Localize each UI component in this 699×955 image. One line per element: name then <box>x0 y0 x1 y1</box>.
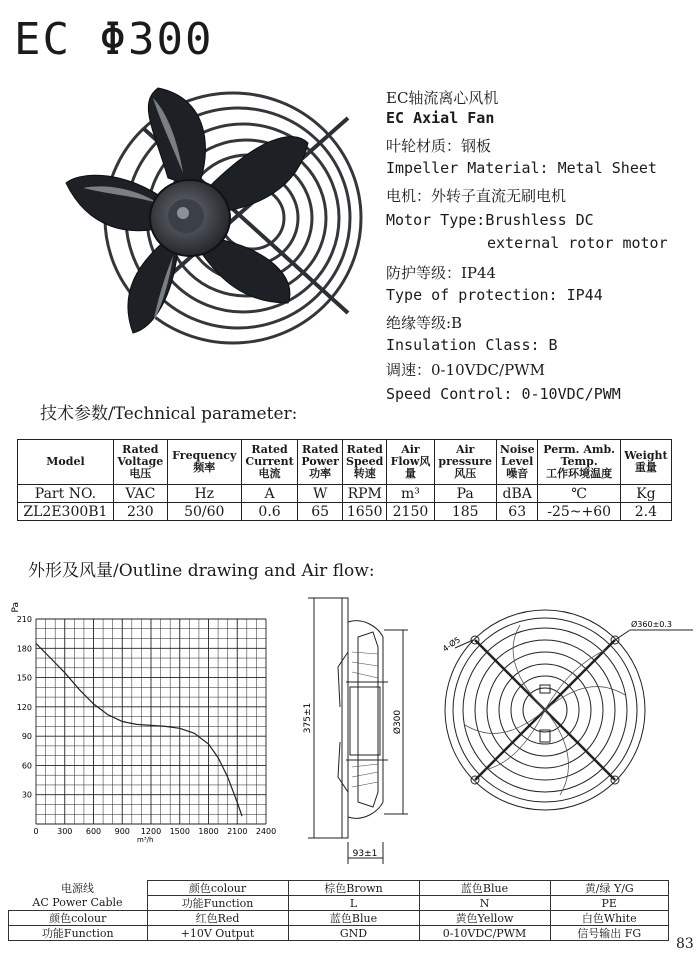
table-cell: Kg <box>620 485 671 503</box>
table-cell: ℃ <box>538 485 620 503</box>
wire-row <box>9 881 669 896</box>
table-cell: L <box>288 896 419 911</box>
table-cell: 信号输出 FG <box>550 926 669 941</box>
motor-type-en-line2: external rotor motor <box>487 234 668 252</box>
x-tick-label: 600 <box>85 827 102 836</box>
table-cell: N <box>419 896 550 911</box>
table-cell: AC Power Cable <box>32 896 123 910</box>
param-value-row <box>18 503 672 521</box>
impeller-material-en: Impeller Material: Metal Sheet <box>386 159 657 177</box>
param-header: Model <box>18 440 114 485</box>
x-tick-label: 900 <box>114 827 130 836</box>
param-header: Weight 重量 <box>620 440 671 485</box>
param-header: Air Flow风 量 <box>387 440 434 485</box>
page-title: EC Φ300 <box>14 14 214 65</box>
table-cell: 电源线 <box>61 881 94 895</box>
depth-dimension: 93±1 <box>352 849 378 859</box>
insulation-en: Insulation Class: B <box>386 336 558 354</box>
table-cell: Hz <box>167 485 241 503</box>
table-cell: -25~+60 <box>538 503 620 521</box>
mounting-holes-label: 4-Ø5 <box>440 635 463 654</box>
diameter-dimension: Ø300 <box>393 709 403 735</box>
table-cell: 63 <box>496 503 538 521</box>
side-view-drawing <box>298 592 423 868</box>
table-cell: 1650 <box>343 503 387 521</box>
table-cell: W <box>298 485 343 503</box>
x-tick-label: 1500 <box>169 827 190 836</box>
table-cell: 棕色Brown <box>288 881 419 896</box>
x-tick-label: 1200 <box>140 827 162 836</box>
x-axis-label: m³/h <box>137 836 154 844</box>
technical-parameter-table <box>17 439 672 521</box>
table-cell: 黄色Yellow <box>419 911 550 926</box>
param-header: Frequency 频率 <box>167 440 241 485</box>
x-tick-label: 0 <box>33 827 39 836</box>
y-axis-label: Pa <box>11 602 21 613</box>
table-cell: +10V Output <box>147 926 288 941</box>
fan-type-cn: EC轴流离心风机 <box>386 89 499 107</box>
y-tick-label: 90 <box>21 732 32 742</box>
table-cell: GND <box>288 926 419 941</box>
front-view-drawing <box>425 600 697 835</box>
wiring-table <box>8 880 669 941</box>
table-cell: 65 <box>298 503 343 521</box>
protection-cn: 防护等级：IP44 <box>386 264 497 282</box>
wire-row <box>9 896 669 911</box>
param-header: Noise Level 噪音 <box>496 440 538 485</box>
table-cell: 230 <box>113 503 167 521</box>
table-cell: 黄/绿 Y/G <box>550 881 669 896</box>
table-cell: 50/60 <box>167 503 241 521</box>
table-cell: PE <box>550 896 669 911</box>
table-cell: 红色Red <box>147 911 288 926</box>
param-header: Rated Current 电流 <box>241 440 298 485</box>
protection-en: Type of protection: IP44 <box>386 286 603 304</box>
pressure-curve <box>36 643 242 816</box>
table-cell: 蓝色Blue <box>288 911 419 926</box>
wire-row <box>9 926 669 941</box>
table-cell: m³ <box>387 485 434 503</box>
y-tick-label: 30 <box>21 790 32 800</box>
y-tick-label: 60 <box>21 761 32 771</box>
table-cell: dBA <box>496 485 538 503</box>
table-cell: Pa <box>434 485 496 503</box>
airflow-chart <box>8 592 286 852</box>
table-cell: 185 <box>434 503 496 521</box>
table-cell: 0-10VDC/PWM <box>419 926 550 941</box>
page-number: 83 <box>676 936 694 952</box>
table-cell: 2150 <box>387 503 434 521</box>
table-cell: ZL2E300B1 <box>18 503 114 521</box>
table-cell: 白色White <box>550 911 669 926</box>
table-cell: 颜色colour <box>147 881 288 896</box>
insulation-cn: 绝缘等级:B <box>386 314 463 332</box>
fan-type-en: EC Axial Fan <box>386 109 495 127</box>
table-cell: 功能Function <box>147 896 288 911</box>
motor-type-en: Motor Type:Brushless DC <box>386 211 594 229</box>
y-tick-label: 210 <box>16 615 32 624</box>
table-cell: 蓝色Blue <box>419 881 550 896</box>
x-tick-label: 300 <box>57 827 73 836</box>
param-header-row <box>18 440 672 485</box>
table-cell: 功能Function <box>9 926 148 941</box>
impeller-material-cn: 叶轮材质：钢板 <box>386 137 492 155</box>
table-cell: VAC <box>113 485 167 503</box>
param-header: Rated Speed 转速 <box>343 440 387 485</box>
table-cell: 0.6 <box>241 503 298 521</box>
height-dimension: 375±1 <box>303 702 313 734</box>
motor-type-cn: 电机：外转子直流无刷电机 <box>386 187 567 205</box>
outline-heading: 外形及风量/Outline drawing and Air flow: <box>28 561 375 581</box>
param-header: Rated Voltage 电压 <box>113 440 167 485</box>
fan-product-image <box>58 78 374 354</box>
table-cell: Part NO. <box>18 485 114 503</box>
param-header: Rated Power 功率 <box>298 440 343 485</box>
table-cell: RPM <box>343 485 387 503</box>
table-cell: 2.4 <box>620 503 671 521</box>
x-tick-label: 2400 <box>255 827 277 836</box>
y-tick-label: 180 <box>16 644 32 654</box>
chart-grid <box>36 619 266 824</box>
y-tick-label: 150 <box>16 673 32 683</box>
param-header: Perm. Amb. Temp. 工作环境温度 <box>538 440 620 485</box>
table-cell: A <box>241 485 298 503</box>
param-header: Air pressure 风压 <box>434 440 496 485</box>
mounting-diameter-label: Ø360±0.3 <box>631 620 672 629</box>
param-units-row <box>18 485 672 503</box>
speed-control-en: Speed Control: 0-10VDC/PWM <box>386 385 621 403</box>
x-tick-label: 1800 <box>198 827 219 836</box>
table-cell: 颜色colour <box>9 911 148 926</box>
speed-control-cn: 调速：0-10VDC/PWM <box>386 361 545 379</box>
technical-parameter-heading: 技术参数/Technical parameter: <box>40 404 298 424</box>
x-tick-label: 2100 <box>227 827 248 836</box>
wire-row <box>9 911 669 926</box>
y-tick-label: 120 <box>16 702 32 712</box>
